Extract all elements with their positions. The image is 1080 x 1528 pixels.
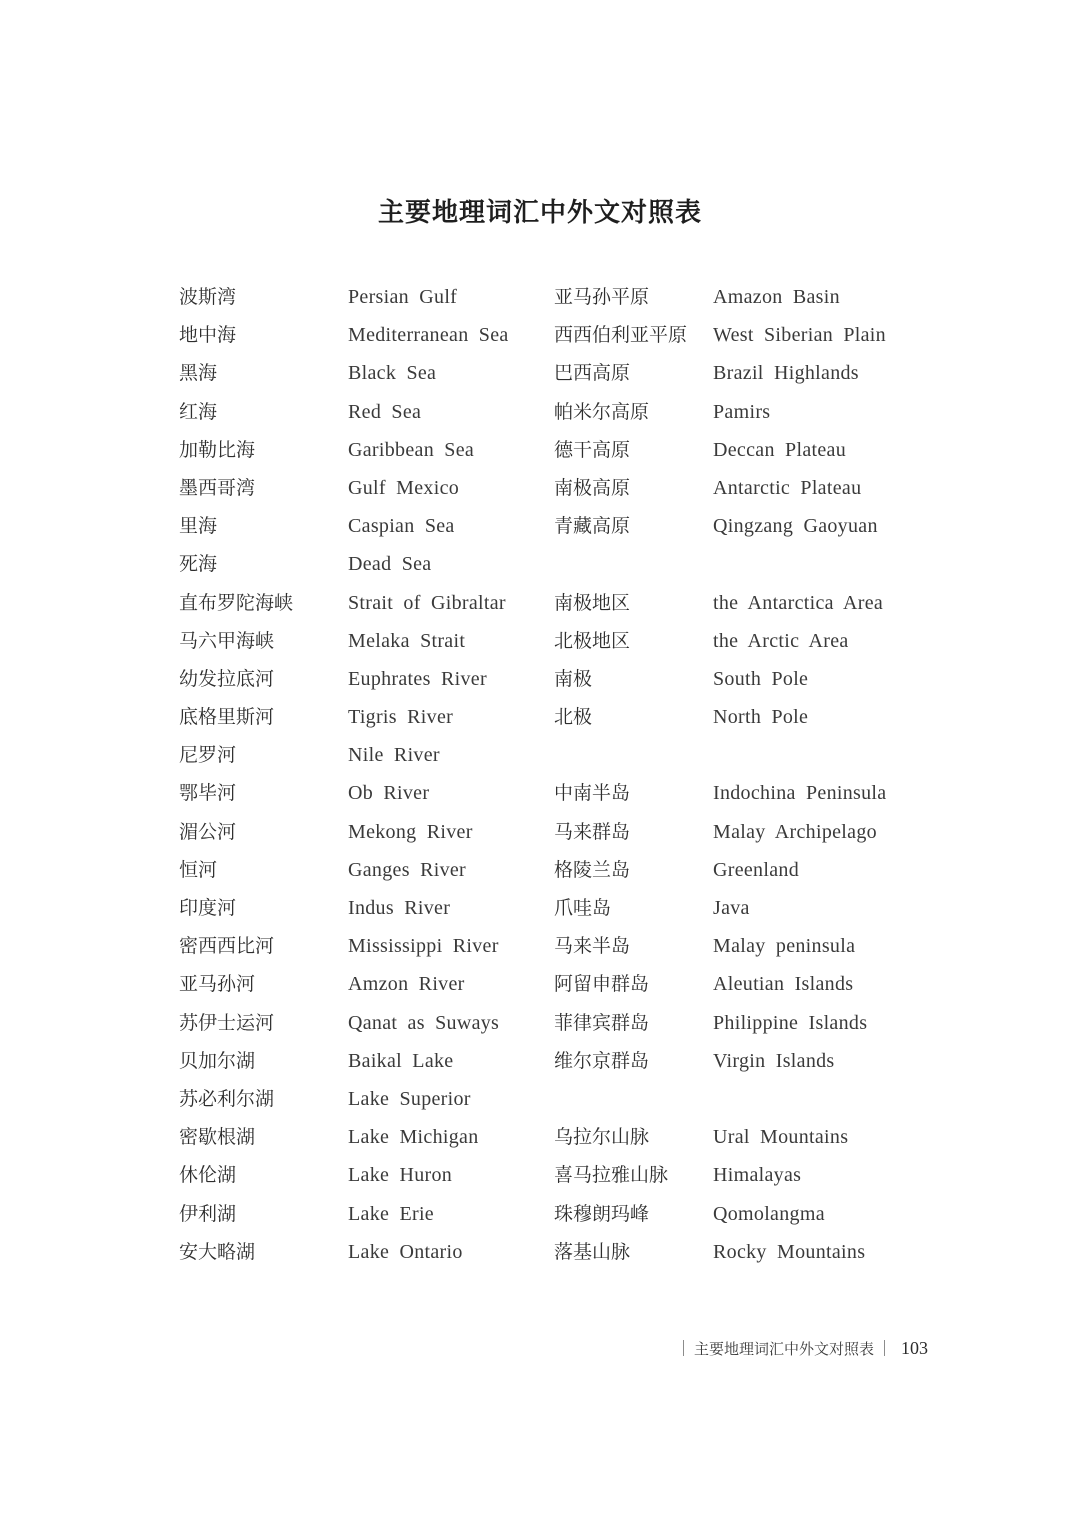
term-chinese: 乌拉尔山脉 xyxy=(554,1126,650,1149)
term-chinese: 波斯湾 xyxy=(179,286,237,308)
term-english: Euphrates River xyxy=(348,667,487,690)
term-english: the Antarctica Area xyxy=(713,591,884,614)
term-chinese: 死海 xyxy=(179,553,218,576)
term-chinese: 密西西比河 xyxy=(179,935,275,958)
page-title: 主要地理词汇中外文对照表 xyxy=(377,198,702,228)
term-chinese: 幼发拉底河 xyxy=(179,667,275,690)
term-chinese: 尼罗河 xyxy=(179,744,237,767)
term-english: Indochina Peninsula xyxy=(713,782,887,805)
term-chinese: 黑海 xyxy=(179,362,218,385)
term-english: Antarctic Plateau xyxy=(713,476,862,499)
term-english: Malay Archipelago xyxy=(713,820,877,843)
term-chinese: 苏必利尔湖 xyxy=(179,1087,275,1110)
term-english: Dead Sea xyxy=(348,553,432,576)
footer-divider-left xyxy=(683,1340,684,1356)
term-english: Rocky Mountains xyxy=(713,1240,866,1263)
term-chinese: 恒河 xyxy=(179,858,218,881)
table-row xyxy=(0,927,1080,965)
table-row xyxy=(0,278,1080,316)
term-chinese: 珠穆朗玛峰 xyxy=(554,1202,650,1225)
term-chinese: 维尔京群岛 xyxy=(554,1049,650,1072)
table-row xyxy=(0,622,1080,660)
term-chinese: 地中海 xyxy=(179,324,237,347)
term-english: Virgin Islands xyxy=(713,1049,835,1072)
table-row xyxy=(0,431,1080,469)
term-english: Lake Superior xyxy=(348,1087,471,1110)
table-row xyxy=(0,851,1080,889)
term-english: Ob River xyxy=(348,782,430,805)
term-english: Red Sea xyxy=(348,400,422,423)
term-chinese: 休伦湖 xyxy=(179,1164,237,1187)
term-chinese: 贝加尔湖 xyxy=(179,1049,256,1072)
term-chinese: 里海 xyxy=(179,515,218,538)
term-chinese: 红海 xyxy=(179,400,218,423)
term-chinese: 巴西高原 xyxy=(554,362,631,385)
term-chinese: 安大略湖 xyxy=(179,1240,256,1263)
table-row xyxy=(0,1042,1080,1080)
term-english: South Pole xyxy=(713,667,809,690)
table-row xyxy=(0,393,1080,431)
term-english: Qomolangma xyxy=(713,1202,825,1225)
term-chinese: 青藏高原 xyxy=(554,515,631,538)
term-english: Lake Michigan xyxy=(348,1126,479,1149)
table-row xyxy=(0,1004,1080,1042)
table-row xyxy=(0,965,1080,1003)
term-chinese: 直布罗陀海峡 xyxy=(179,591,294,614)
term-english: Ganges River xyxy=(348,858,467,881)
term-english: Java xyxy=(713,897,750,919)
term-english: Garibbean Sea xyxy=(348,438,475,461)
term-english: Qanat as Suways xyxy=(348,1011,500,1034)
term-chinese: 南极高原 xyxy=(554,476,631,499)
term-english: Amzon River xyxy=(348,973,465,996)
table-row xyxy=(0,1156,1080,1194)
term-english: Amazon Basin xyxy=(713,286,840,308)
term-english: Himalayas xyxy=(713,1164,802,1187)
table-row xyxy=(0,1080,1080,1118)
term-english: West Siberian Plain xyxy=(713,324,886,347)
table-row xyxy=(0,889,1080,927)
table-row xyxy=(0,354,1080,392)
term-chinese: 印度河 xyxy=(179,897,237,919)
term-english: Caspian Sea xyxy=(348,515,455,538)
term-english: Ural Mountains xyxy=(713,1126,849,1149)
table-row xyxy=(0,813,1080,851)
term-chinese: 亚马孙平原 xyxy=(554,286,650,308)
term-chinese: 北极 xyxy=(554,706,593,729)
term-english: North Pole xyxy=(713,706,809,729)
term-english: Malay peninsula xyxy=(713,935,856,958)
term-chinese: 爪哇岛 xyxy=(554,897,612,919)
term-chinese: 西西伯利亚平原 xyxy=(554,324,688,347)
term-chinese: 湄公河 xyxy=(179,820,237,843)
term-chinese: 马来群岛 xyxy=(554,820,631,843)
term-english: Persian Gulf xyxy=(348,286,458,308)
term-english: Nile River xyxy=(348,744,440,767)
term-chinese: 喜马拉雅山脉 xyxy=(554,1164,669,1187)
term-chinese: 德干高原 xyxy=(554,438,631,461)
footer-running-title: 主要地理词汇中外文对照表 xyxy=(693,1339,874,1358)
term-english: Lake Huron xyxy=(348,1164,453,1187)
term-chinese: 鄂毕河 xyxy=(179,782,237,805)
page-footer xyxy=(0,1336,928,1360)
term-chinese: 底格里斯河 xyxy=(179,706,275,729)
term-english: the Arctic Area xyxy=(713,629,849,652)
table-row xyxy=(0,1233,1080,1271)
table-row xyxy=(0,774,1080,812)
term-chinese: 马六甲海峡 xyxy=(179,629,275,652)
term-chinese: 苏伊士运河 xyxy=(179,1011,275,1034)
table-row xyxy=(0,736,1080,774)
term-chinese: 亚马孙河 xyxy=(179,973,256,996)
term-english: Pamirs xyxy=(713,400,771,423)
glossary-table xyxy=(0,278,1080,1271)
term-english: Lake Erie xyxy=(348,1202,434,1225)
term-english: Philippine Islands xyxy=(713,1011,868,1034)
term-chinese: 南极地区 xyxy=(554,591,631,614)
term-chinese: 帕米尔高原 xyxy=(554,400,650,423)
table-row xyxy=(0,507,1080,545)
table-row xyxy=(0,660,1080,698)
term-english: Greenland xyxy=(713,858,799,881)
term-chinese: 格陵兰岛 xyxy=(554,858,631,881)
term-english: Mediterranean Sea xyxy=(348,324,509,347)
term-english: Lake Ontario xyxy=(348,1240,463,1263)
table-row xyxy=(0,545,1080,583)
term-english: Black Sea xyxy=(348,362,437,385)
term-english: Qingzang Gaoyuan xyxy=(713,515,878,538)
term-english: Aleutian Islands xyxy=(713,973,854,996)
table-row xyxy=(0,316,1080,354)
term-english: Strait of Gibraltar xyxy=(348,591,506,614)
term-chinese: 北极地区 xyxy=(554,629,631,652)
term-english: Gulf Mexico xyxy=(348,476,460,499)
table-row xyxy=(0,698,1080,736)
term-chinese: 加勒比海 xyxy=(179,438,256,461)
term-chinese: 伊利湖 xyxy=(179,1202,237,1225)
term-english: Baikal Lake xyxy=(348,1049,454,1072)
term-chinese: 墨西哥湾 xyxy=(179,476,256,499)
term-english: Tigris River xyxy=(348,706,454,729)
term-chinese: 马来半岛 xyxy=(554,935,631,958)
term-english: Deccan Plateau xyxy=(713,438,847,461)
term-chinese: 南极 xyxy=(554,667,593,690)
term-chinese: 中南半岛 xyxy=(554,782,631,805)
term-english: Brazil Highlands xyxy=(713,362,859,385)
term-chinese: 阿留申群岛 xyxy=(554,973,650,996)
table-row xyxy=(0,584,1080,622)
term-chinese: 落基山脉 xyxy=(554,1240,631,1263)
term-chinese: 菲律宾群岛 xyxy=(554,1011,650,1034)
term-english: Mekong River xyxy=(348,820,473,843)
term-english: Melaka Strait xyxy=(348,629,466,652)
footer-divider-right xyxy=(884,1340,885,1356)
table-row xyxy=(0,469,1080,507)
term-chinese: 密歇根湖 xyxy=(179,1126,256,1149)
term-english: Indus River xyxy=(348,897,451,919)
page-number: 103 xyxy=(901,1337,928,1358)
table-row xyxy=(0,1118,1080,1156)
table-row xyxy=(0,1195,1080,1233)
term-english: Mississippi River xyxy=(348,935,499,958)
